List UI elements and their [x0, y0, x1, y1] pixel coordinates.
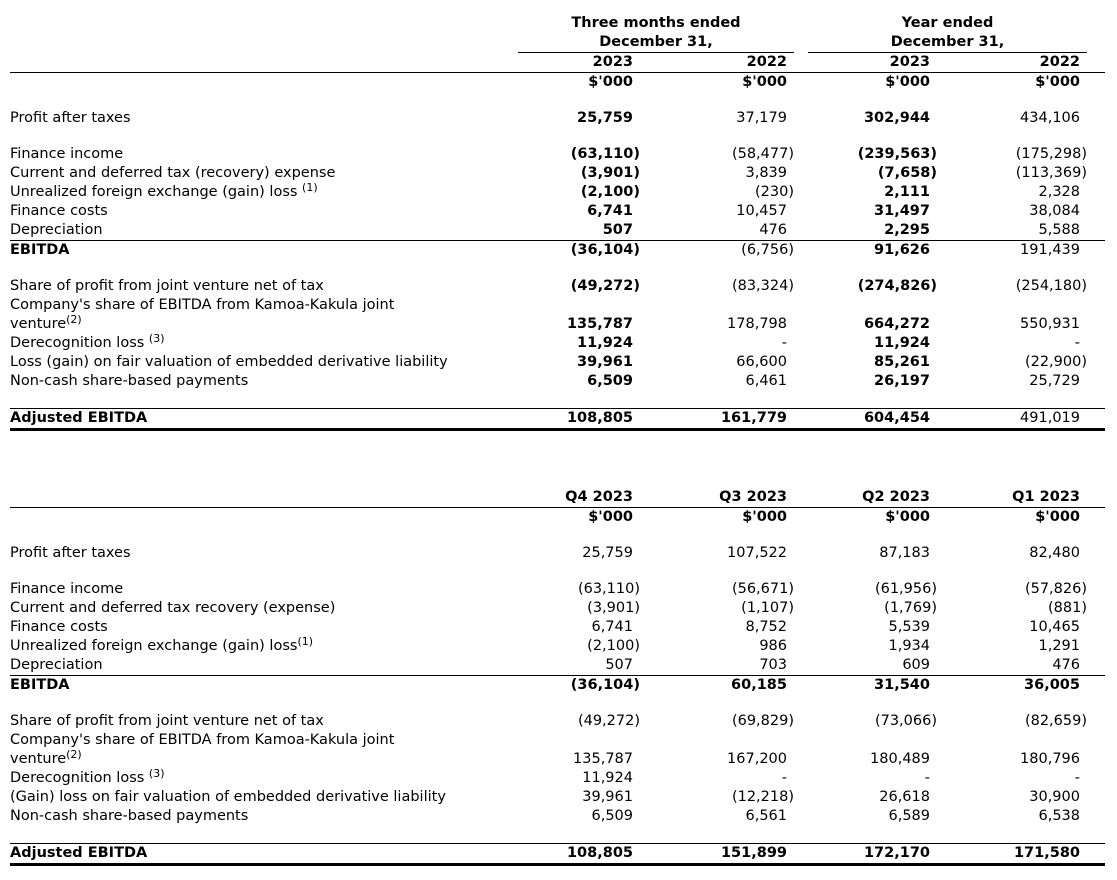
- table-row: [10, 675, 1105, 695]
- value-cell: 66,600: [736, 354, 787, 370]
- value-cell: (73,066): [874, 713, 937, 729]
- row-label: Non-cash share-based payments: [10, 808, 249, 824]
- value-cell: 135,787: [573, 751, 633, 767]
- col-group-three-months-ended: [518, 14, 794, 53]
- value-cell: (239,563): [857, 146, 937, 162]
- value-cell: 25,759: [582, 545, 633, 561]
- value-cell: (61,956): [874, 581, 937, 597]
- row-label: Derecognition loss $^{(3)}$: [10, 767, 165, 786]
- value-cell: 25,759: [577, 110, 633, 126]
- column-header: 2023: [889, 54, 930, 70]
- footnote-marker: (3): [148, 767, 165, 780]
- col-group-line2: December 31,: [599, 34, 713, 50]
- value-cell: 26,618: [879, 789, 930, 805]
- table-row: [10, 769, 1105, 788]
- table-row: [10, 164, 1105, 183]
- value-cell: 180,796: [1020, 751, 1080, 767]
- value-cell: 108,805: [566, 845, 633, 861]
- value-cell: 550,931: [1020, 316, 1080, 332]
- row-label: Depreciation: [10, 657, 103, 673]
- value-cell: 37,179: [736, 110, 787, 126]
- table-row: [10, 183, 1105, 202]
- table-row: [10, 656, 1105, 675]
- value-cell: 191,439: [1020, 242, 1080, 258]
- value-cell: 10,457: [736, 203, 787, 219]
- table-three-months-and-year-ended: [10, 14, 1105, 431]
- row-label: (Gain) loss on fair valuation of embedded derivative liability: [10, 789, 446, 805]
- value-cell: 6,561: [745, 808, 787, 824]
- table-row: [10, 712, 1105, 731]
- row-label: Depreciation: [10, 222, 103, 238]
- value-cell: 82,480: [1029, 545, 1080, 561]
- unit-header: $'000: [588, 509, 633, 525]
- footnote-marker: (1): [297, 635, 314, 648]
- table-row: [10, 109, 1105, 128]
- unit-header: $'000: [1035, 74, 1080, 90]
- table-row: [10, 353, 1105, 372]
- value-cell: (82,659): [1024, 713, 1087, 729]
- footnote-marker: (1): [302, 181, 318, 194]
- row-label: Share of profit from joint venture net of tax: [10, 278, 324, 294]
- value-cell: (58,477): [731, 146, 794, 162]
- column-header: 2022: [746, 54, 787, 70]
- row-label: Finance costs: [10, 203, 108, 219]
- row-label: Company's share of EBITDA from Kamoa-Kakula joint venture$^{(2)}$: [10, 732, 395, 767]
- value-cell: 6,509: [587, 373, 633, 389]
- value-cell: 6,461: [745, 373, 787, 389]
- value-cell: (2,100): [580, 184, 640, 200]
- row-label: Adjusted EBITDA: [10, 410, 148, 426]
- value-cell: 39,961: [577, 354, 633, 370]
- value-cell: -: [781, 335, 787, 351]
- value-cell: 85,261: [874, 354, 930, 370]
- table-row: [10, 731, 1105, 769]
- value-cell: 172,170: [863, 845, 930, 861]
- row-label: Unrealized foreign exchange (gain) loss$^{(1)}$: [10, 635, 314, 654]
- row-label: Current and deferred tax recovery (expense): [10, 600, 336, 616]
- value-cell: (3,901): [587, 600, 640, 616]
- value-cell: -: [781, 770, 787, 786]
- value-cell: 171,580: [1013, 845, 1080, 861]
- value-cell: (63,110): [577, 581, 640, 597]
- unit-header: $'000: [885, 509, 930, 525]
- value-cell: 30,900: [1029, 789, 1080, 805]
- value-cell: 11,924: [577, 335, 633, 351]
- value-cell: 2,295: [884, 222, 930, 238]
- row-label: Finance income: [10, 581, 124, 597]
- value-cell: -: [1074, 770, 1080, 786]
- row-label: Finance income: [10, 146, 124, 162]
- value-cell: 10,465: [1029, 619, 1080, 635]
- col-group-year-ended: [808, 14, 1087, 53]
- value-cell: (175,298): [1015, 146, 1087, 162]
- value-cell: 39,961: [582, 789, 633, 805]
- value-cell: 25,729: [1029, 373, 1080, 389]
- value-cell: 434,106: [1020, 110, 1080, 126]
- table-body: [10, 544, 1105, 866]
- table-row: [10, 599, 1105, 618]
- row-label: Share of profit from joint venture net of tax: [10, 713, 324, 729]
- col-group-line2: December 31,: [890, 34, 1005, 50]
- value-cell: 507: [602, 222, 633, 238]
- value-cell: 31,497: [874, 203, 930, 219]
- value-cell: (6,756): [741, 242, 794, 258]
- unit-header-row: [10, 508, 1105, 527]
- value-cell: 135,787: [566, 316, 633, 332]
- value-cell: 664,272: [863, 316, 930, 332]
- value-cell: 3,839: [745, 165, 787, 181]
- row-label: Profit after taxes: [10, 110, 131, 126]
- value-cell: 167,200: [727, 751, 787, 767]
- row-label: Unrealized foreign exchange (gain) loss $^{(1)}$: [10, 181, 318, 200]
- value-cell: 5,539: [888, 619, 930, 635]
- value-cell: (1,769): [884, 600, 937, 616]
- value-cell: 476: [759, 222, 787, 238]
- value-cell: 302,944: [863, 110, 930, 126]
- value-cell: 6,509: [591, 808, 633, 824]
- table-quarterly: [10, 488, 1105, 866]
- table-row: [10, 544, 1105, 563]
- table-row: [10, 277, 1105, 296]
- row-label: EBITDA: [10, 677, 70, 693]
- value-cell: (63,110): [570, 146, 640, 162]
- table-row: [10, 145, 1105, 164]
- value-cell: (83,324): [731, 278, 794, 294]
- table-row: [10, 202, 1105, 221]
- col-group-line1: Three months ended: [571, 15, 741, 31]
- column-header: 2023: [592, 54, 633, 70]
- quarter-header-row: [10, 488, 1105, 508]
- table-row: [10, 788, 1105, 807]
- value-cell: (36,104): [570, 677, 640, 693]
- value-cell: 108,805: [566, 410, 633, 426]
- table-row: [10, 334, 1105, 353]
- unit-header: $'000: [742, 74, 787, 90]
- value-cell: (49,272): [570, 278, 640, 294]
- column-header: Q2 2023: [862, 489, 930, 505]
- value-cell: 609: [902, 657, 930, 673]
- value-cell: 6,741: [591, 619, 633, 635]
- value-cell: 604,454: [863, 410, 930, 426]
- value-cell: 491,019: [1020, 410, 1080, 426]
- value-cell: (69,829): [731, 713, 794, 729]
- value-cell: 1,934: [888, 638, 930, 654]
- value-cell: 6,589: [888, 808, 930, 824]
- value-cell: 986: [759, 638, 787, 654]
- column-group-header-row: [10, 14, 1105, 53]
- value-cell: (57,826): [1024, 581, 1087, 597]
- value-cell: 11,924: [582, 770, 633, 786]
- row-label: Company's share of EBITDA from Kamoa-Kakula joint venture$^{(2)}$: [10, 297, 395, 332]
- row-label: Profit after taxes: [10, 545, 131, 561]
- value-cell: 151,899: [720, 845, 787, 861]
- table-row: [10, 240, 1105, 260]
- footnote-marker: (3): [148, 332, 165, 345]
- value-cell: 161,779: [720, 410, 787, 426]
- unit-header-row: [10, 73, 1105, 92]
- value-cell: 26,197: [874, 373, 930, 389]
- value-cell: (36,104): [570, 242, 640, 258]
- value-cell: 507: [605, 657, 633, 673]
- value-cell: 2,328: [1038, 184, 1080, 200]
- column-header: Q4 2023: [565, 489, 633, 505]
- value-cell: (3,901): [580, 165, 640, 181]
- value-cell: (22,900): [1024, 354, 1087, 370]
- row-label: Derecognition loss $^{(3)}$: [10, 332, 165, 351]
- table-row: [10, 408, 1105, 431]
- row-label: EBITDA: [10, 242, 70, 258]
- row-label: Loss (gain) on fair valuation of embedded derivative liability: [10, 354, 448, 370]
- row-label: Current and deferred tax (recovery) expense: [10, 165, 336, 181]
- value-cell: 11,924: [874, 335, 930, 351]
- row-label: Finance costs: [10, 619, 108, 635]
- value-cell: 6,741: [587, 203, 633, 219]
- value-cell: 8,752: [745, 619, 787, 635]
- value-cell: 107,522: [727, 545, 787, 561]
- value-cell: 31,540: [874, 677, 930, 693]
- table-row: [10, 296, 1105, 334]
- unit-header: $'000: [1035, 509, 1080, 525]
- table-row: [10, 843, 1105, 866]
- value-cell: (113,369): [1015, 165, 1087, 181]
- row-label: Non-cash share-based payments: [10, 373, 249, 389]
- table-body: [10, 109, 1105, 431]
- column-header: Q1 2023: [1012, 489, 1080, 505]
- year-header-row: [10, 53, 1105, 73]
- column-header: 2022: [1039, 54, 1080, 70]
- value-cell: 36,005: [1024, 677, 1080, 693]
- value-cell: 6,538: [1038, 808, 1080, 824]
- value-cell: 60,185: [731, 677, 787, 693]
- value-cell: 87,183: [879, 545, 930, 561]
- col-group-line1: Year ended: [901, 15, 994, 31]
- footnote-marker: (2): [66, 748, 82, 761]
- value-cell: 91,626: [874, 242, 930, 258]
- value-cell: (7,658): [877, 165, 937, 181]
- value-cell: 180,489: [870, 751, 930, 767]
- value-cell: 178,798: [727, 316, 787, 332]
- table-row: [10, 372, 1105, 391]
- value-cell: (254,180): [1015, 278, 1087, 294]
- value-cell: 476: [1052, 657, 1080, 673]
- footnote-marker: (2): [66, 313, 82, 326]
- value-cell: 38,084: [1029, 203, 1080, 219]
- unit-header: $'000: [742, 509, 787, 525]
- value-cell: 703: [759, 657, 787, 673]
- value-cell: (274,826): [857, 278, 937, 294]
- unit-header: $'000: [885, 74, 930, 90]
- row-label: Adjusted EBITDA: [10, 845, 148, 861]
- value-cell: 2,111: [884, 184, 930, 200]
- value-cell: (230): [755, 184, 794, 200]
- value-cell: 5,588: [1038, 222, 1080, 238]
- table-row: [10, 618, 1105, 637]
- table-row: [10, 637, 1105, 656]
- column-header: Q3 2023: [719, 489, 787, 505]
- value-cell: 1,291: [1038, 638, 1080, 654]
- value-cell: -: [924, 770, 930, 786]
- table-row: [10, 580, 1105, 599]
- table-row: [10, 807, 1105, 826]
- value-cell: (49,272): [577, 713, 640, 729]
- value-cell: (881): [1048, 600, 1087, 616]
- value-cell: (1,107): [741, 600, 794, 616]
- value-cell: (2,100): [587, 638, 640, 654]
- table-row: [10, 221, 1105, 240]
- value-cell: -: [1074, 335, 1080, 351]
- unit-header: $'000: [588, 74, 633, 90]
- value-cell: (12,218): [731, 789, 794, 805]
- value-cell: (56,671): [731, 581, 794, 597]
